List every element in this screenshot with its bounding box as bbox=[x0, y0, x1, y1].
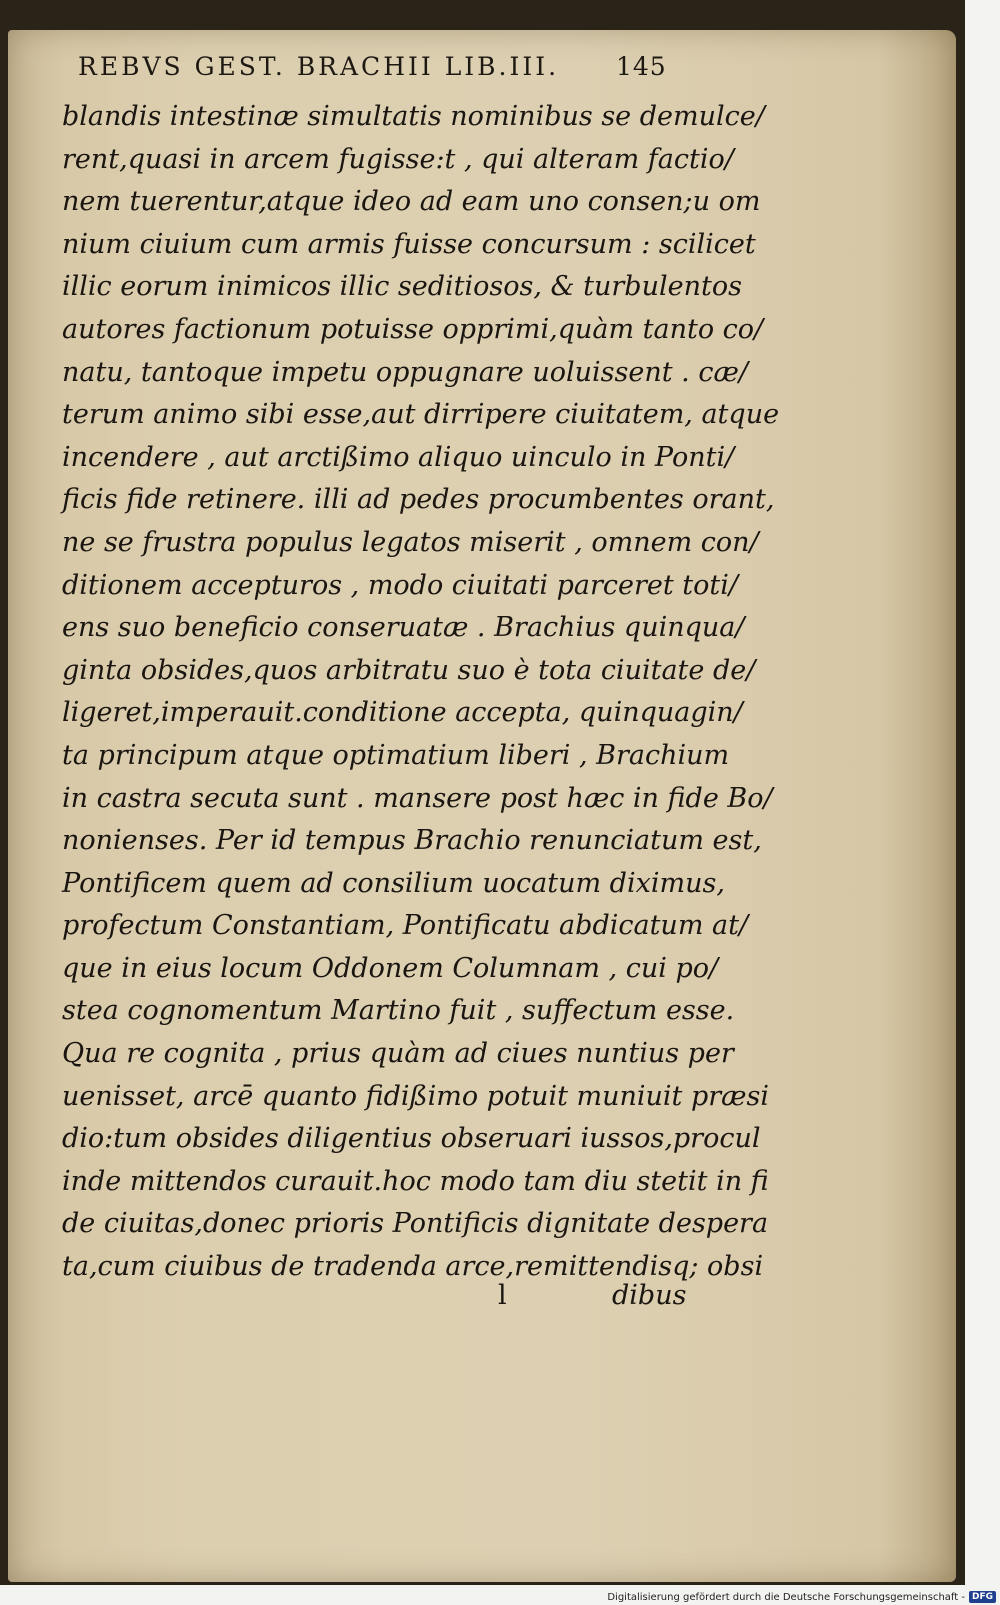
text-line: Qua re cognita , prius quàm ad ciues nuntius per bbox=[62, 1038, 734, 1070]
text-line: inde mittendos curauit.hoc modo tam diu stetit in fi bbox=[62, 1165, 769, 1197]
text-line: dio:tum obsides diligentius obseruari iussos,procul bbox=[62, 1123, 761, 1155]
text-line: de ciuitas,donec prioris Pontificis dignitate despera bbox=[62, 1208, 769, 1240]
text-line: nonienses. Per id tempus Brachio renunciatum est, bbox=[62, 825, 762, 857]
signature-mark: l bbox=[498, 1280, 507, 1311]
text-line: rent,quasi in arcem fugisse:t , qui alteram factio/ bbox=[62, 143, 734, 175]
text-line: in castra secuta sunt . mansere post hæc in fide Bo/ bbox=[62, 782, 773, 814]
text-line: ta,cum ciuibus de tradenda arce,remittendisq; obsi bbox=[62, 1251, 764, 1283]
page-number: 145 bbox=[616, 52, 667, 81]
text-line: nium ciuium cum armis fuisse concursum : scilicet bbox=[62, 228, 756, 260]
digitization-credit bbox=[607, 1591, 996, 1603]
text-line: blandis intestinæ simultatis nominibus se demulce/ bbox=[62, 101, 765, 132]
text-line: ficis fide retinere. illi ad pedes procumbentes orant, bbox=[62, 484, 775, 516]
text-line: illic eorum inimicos illic seditiosos, & turbulentos bbox=[62, 271, 742, 303]
text-line: ditionem accepturos , modo ciuitati parceret toti/ bbox=[62, 569, 738, 601]
text-line: stea cognomentum Martino fuit , suffectum esse. bbox=[62, 995, 735, 1027]
text-line: que in eius locum Oddonem Columnam , cui po/ bbox=[62, 952, 719, 984]
text-line: natu, tantoque impetu oppugnare uoluissent . cæ/ bbox=[62, 356, 748, 388]
text-line: ne se frustra populus legatos miserit , omnem con/ bbox=[62, 526, 759, 558]
text-line: ens suo beneficio conseruatæ . Brachius quinqua/ bbox=[62, 612, 745, 644]
text-line: autores factionum potuisse opprimi,quàm tanto co/ bbox=[62, 313, 764, 345]
text-line: uenisset, arcē quanto fidißimo potuit muniuit præsi bbox=[62, 1080, 770, 1112]
catchword: dibus bbox=[612, 1280, 687, 1311]
page-footer-marks bbox=[62, 1280, 687, 1322]
running-title: REBVS GEST. BRACHII LIB.III. bbox=[78, 52, 560, 81]
text-line: profectum Constantiam, Pontificatu abdicatum at/ bbox=[62, 910, 749, 942]
text-line: Pontificem quem ad consilium uocatum diximus, bbox=[62, 867, 725, 899]
text-line: terum animo sibi esse,aut dirripere ciuitatem, atque bbox=[62, 399, 780, 431]
body-text bbox=[62, 96, 780, 1289]
text-line: incendere , aut arctißimo aliquo uinculo in Ponti/ bbox=[62, 441, 735, 473]
text-line: ligeret,imperauit.conditione accepta, quinquagin/ bbox=[62, 697, 743, 729]
text-line: ta principum atque optimatium liberi , Brachium bbox=[62, 739, 730, 771]
dfg-logo: DFG bbox=[969, 1591, 996, 1603]
text-line: ginta obsides,quos arbitratu suo è tota ciuitate de/ bbox=[62, 654, 756, 686]
credit-text: Digitalisierung gefördert durch die Deutsche Forschungsgemeinschaft - bbox=[607, 1591, 965, 1603]
text-line: nem tuerentur,atque ideo ad eam uno consen;u om bbox=[62, 186, 761, 218]
